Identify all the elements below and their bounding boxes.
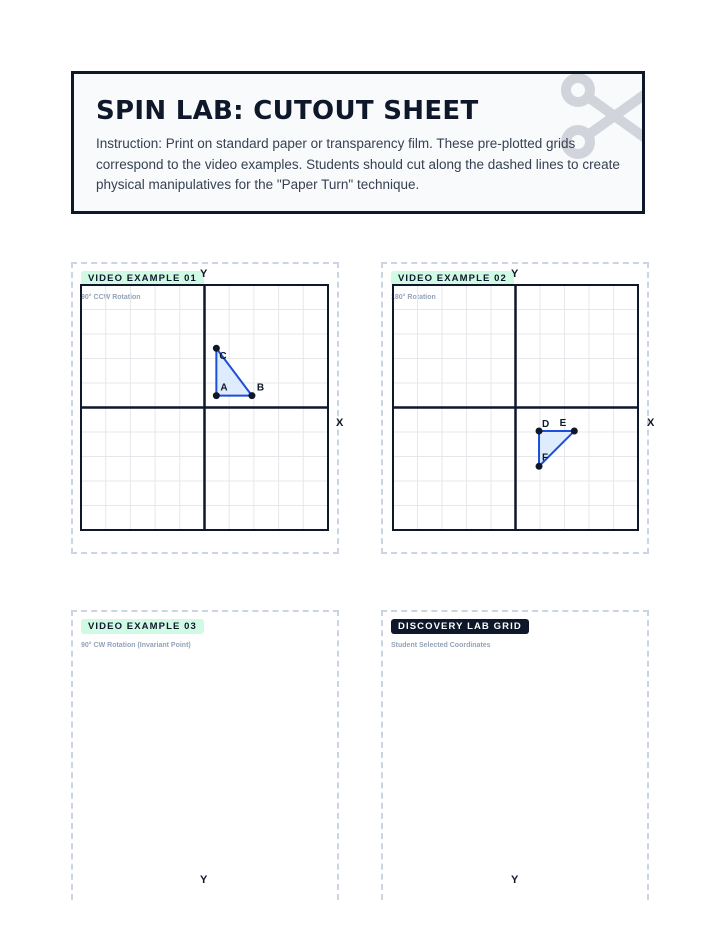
card-badge: VIDEO EXAMPLE 03 [81,619,204,634]
vertex-label: E [559,418,567,430]
header-box [71,71,645,214]
vertex-label: D [542,419,550,431]
card-badge: VIDEO EXAMPLE 01 [81,271,204,286]
vertex-label: C [219,351,227,363]
y-axis-label: Y [200,874,208,886]
discovery-lab-card [381,610,649,900]
vertex-label: B [256,382,265,394]
instruction-text: Instruction: Print on standard paper or transparency film. These pre-plotted grids correspond to the video examples. Students should cut along the dashed lines to create physical manipulatives for the "Paper Turn" technique. [96,136,620,192]
cutout-card-03 [71,610,339,900]
card-badge: VIDEO EXAMPLE 02 [391,271,514,286]
coordinate-grid-01 [81,285,328,530]
card-subtitle: Student Selected Coordinates [391,642,491,649]
vertex-point [571,428,578,435]
y-axis-label: Y [511,268,519,280]
card-subtitle: 90° CW Rotation (Invariant Point) [81,642,191,649]
vertex-label: F [542,452,549,464]
card-subtitle: 180° Rotation [391,294,436,301]
y-axis-label: Y [200,268,208,280]
x-axis-label: X [647,417,655,429]
vertex-point [213,392,220,399]
vertex-point [536,463,543,470]
vertex-label: A [220,382,228,394]
coordinate-grid-02 [393,285,638,530]
vertex-point [248,392,255,399]
page-title: SPIN LAB: CUTOUT SHEET [96,96,479,126]
x-axis-label: X [336,417,344,429]
card-subtitle: 90° CCW Rotation [81,294,141,301]
y-axis-label: Y [511,874,519,886]
card-badge: DISCOVERY LAB GRID [391,619,529,634]
